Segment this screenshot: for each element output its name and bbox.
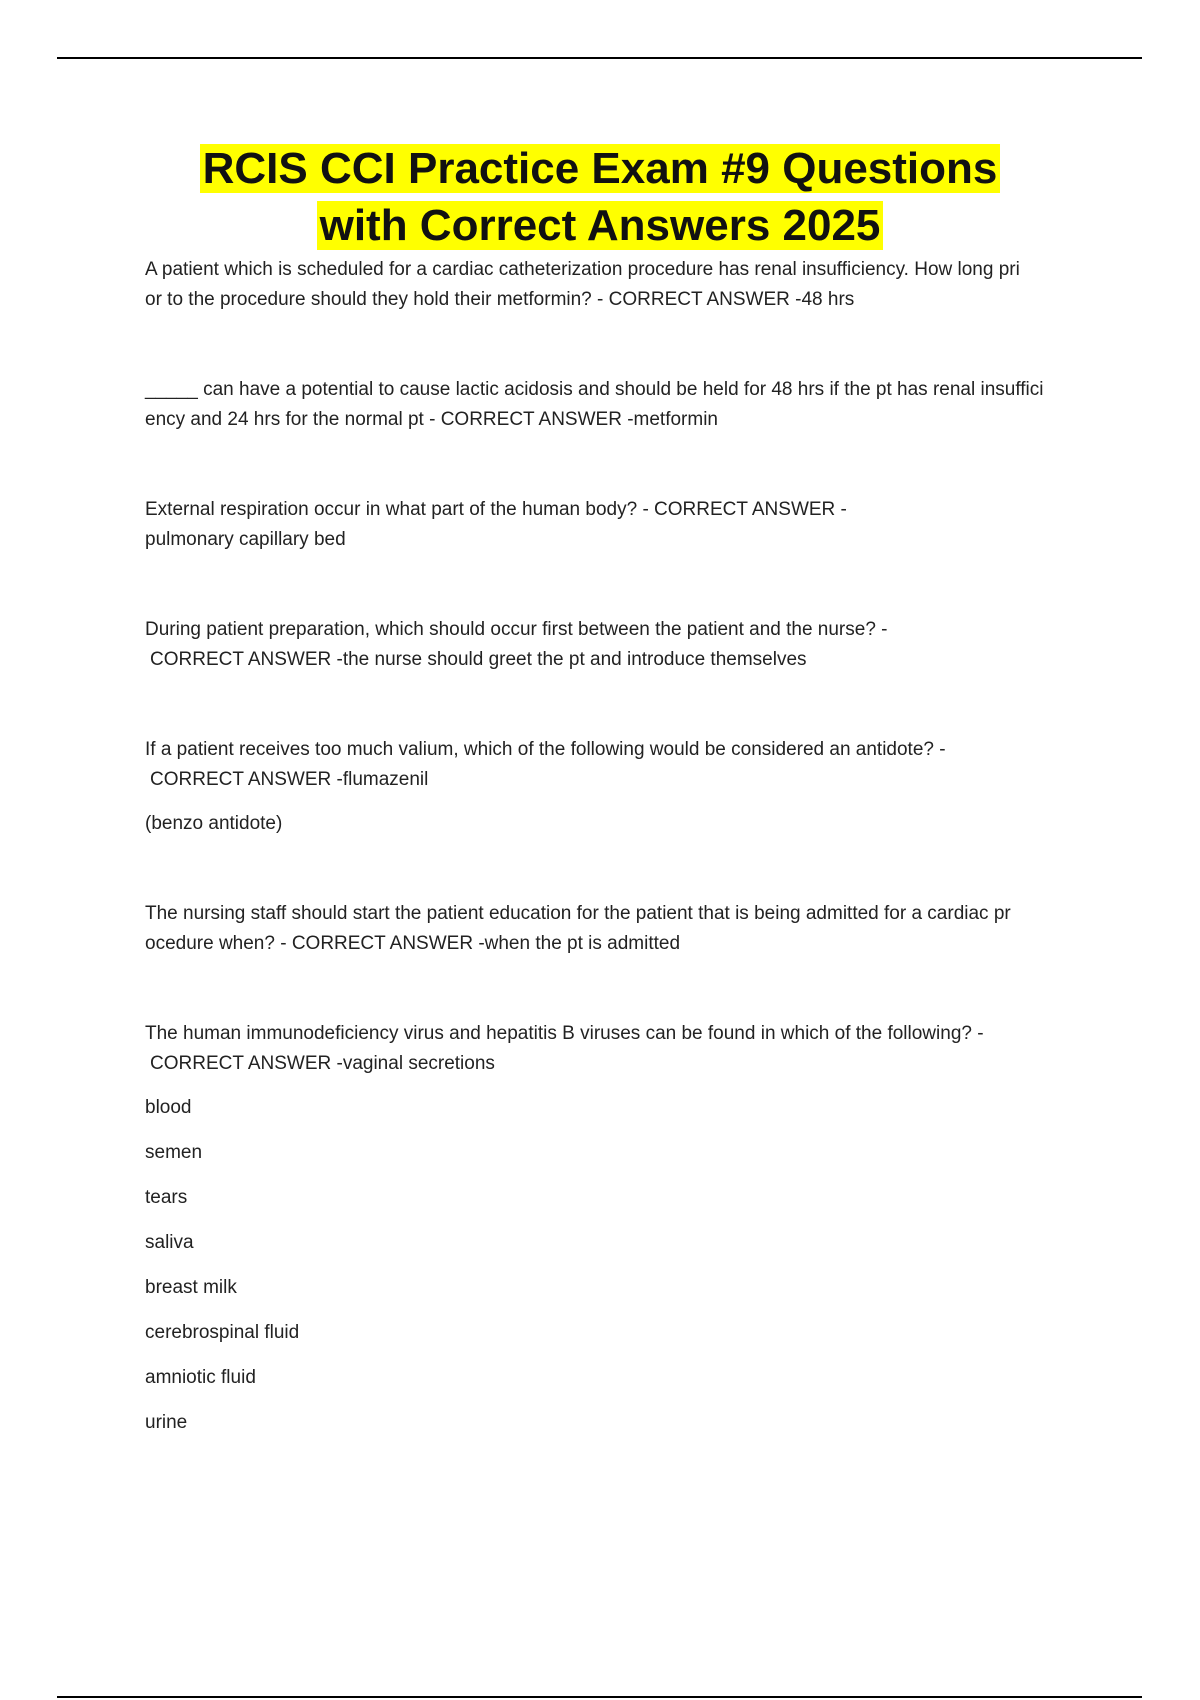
answer-text: CORRECT ANSWER -vaginal secretions — [150, 1053, 495, 1074]
answer-text: ency and 24 hrs for the normal pt - CORRECT ANSWER -metformin — [145, 409, 718, 430]
title-line-2: with Correct Answers 2025 — [317, 201, 884, 250]
qa-item-4 — [145, 615, 1090, 675]
question-text: The nursing staff should start the patient education for the patient that is being admitted for a cardiac pr — [145, 903, 1011, 924]
qa-item-3 — [145, 495, 1090, 555]
answer-text: pulmonary capillary bed — [145, 529, 346, 550]
qa-item-5 — [145, 735, 1090, 839]
qa-list — [145, 255, 1090, 1438]
option-item: tears — [145, 1187, 188, 1208]
option-item: amniotic fluid — [145, 1367, 256, 1388]
question-text: During patient preparation, which should occur first between the patient and the nurse? - — [145, 619, 888, 640]
option-item: urine — [145, 1412, 188, 1433]
qa-item-6 — [145, 899, 1090, 959]
question-text: If a patient receives too much valium, which of the following would be considered an antidote? - — [145, 739, 946, 760]
answer-text: ocedure when? - CORRECT ANSWER -when the pt is admitted — [145, 933, 681, 954]
qa-item-1 — [145, 255, 1090, 315]
option-item: semen — [145, 1142, 203, 1163]
qa-item-2 — [145, 375, 1090, 435]
qa-item-7 — [145, 1019, 1090, 1438]
document-title — [0, 140, 1200, 254]
question-text: External respiration occur in what part of the human body? - CORRECT ANSWER - — [145, 499, 847, 520]
question-text: _____ can have a potential to cause lactic acidosis and should be held for 48 hrs if the pt has renal insuffici — [145, 379, 1044, 400]
option-item: blood — [145, 1097, 192, 1118]
footer-rule — [57, 1696, 1142, 1698]
answer-note: (benzo antidote) — [145, 813, 283, 834]
answer-options — [145, 1093, 1090, 1438]
question-text: The human immunodeficiency virus and hepatitis B viruses can be found in which of the following? - — [145, 1023, 984, 1044]
answer-text: CORRECT ANSWER -the nurse should greet the pt and introduce themselves — [150, 649, 807, 670]
option-item: breast milk — [145, 1277, 237, 1298]
option-item: cerebrospinal fluid — [145, 1322, 300, 1343]
answer-text: CORRECT ANSWER -flumazenil — [150, 769, 429, 790]
answer-text: or to the procedure should they hold their metformin? - CORRECT ANSWER -48 hrs — [145, 289, 855, 310]
header-rule — [57, 57, 1142, 59]
title-line-1: RCIS CCI Practice Exam #9 Questions — [200, 144, 1001, 193]
option-item: saliva — [145, 1232, 194, 1253]
question-text: A patient which is scheduled for a cardiac catheterization procedure has renal insufficiency. How long pri — [145, 259, 1020, 280]
